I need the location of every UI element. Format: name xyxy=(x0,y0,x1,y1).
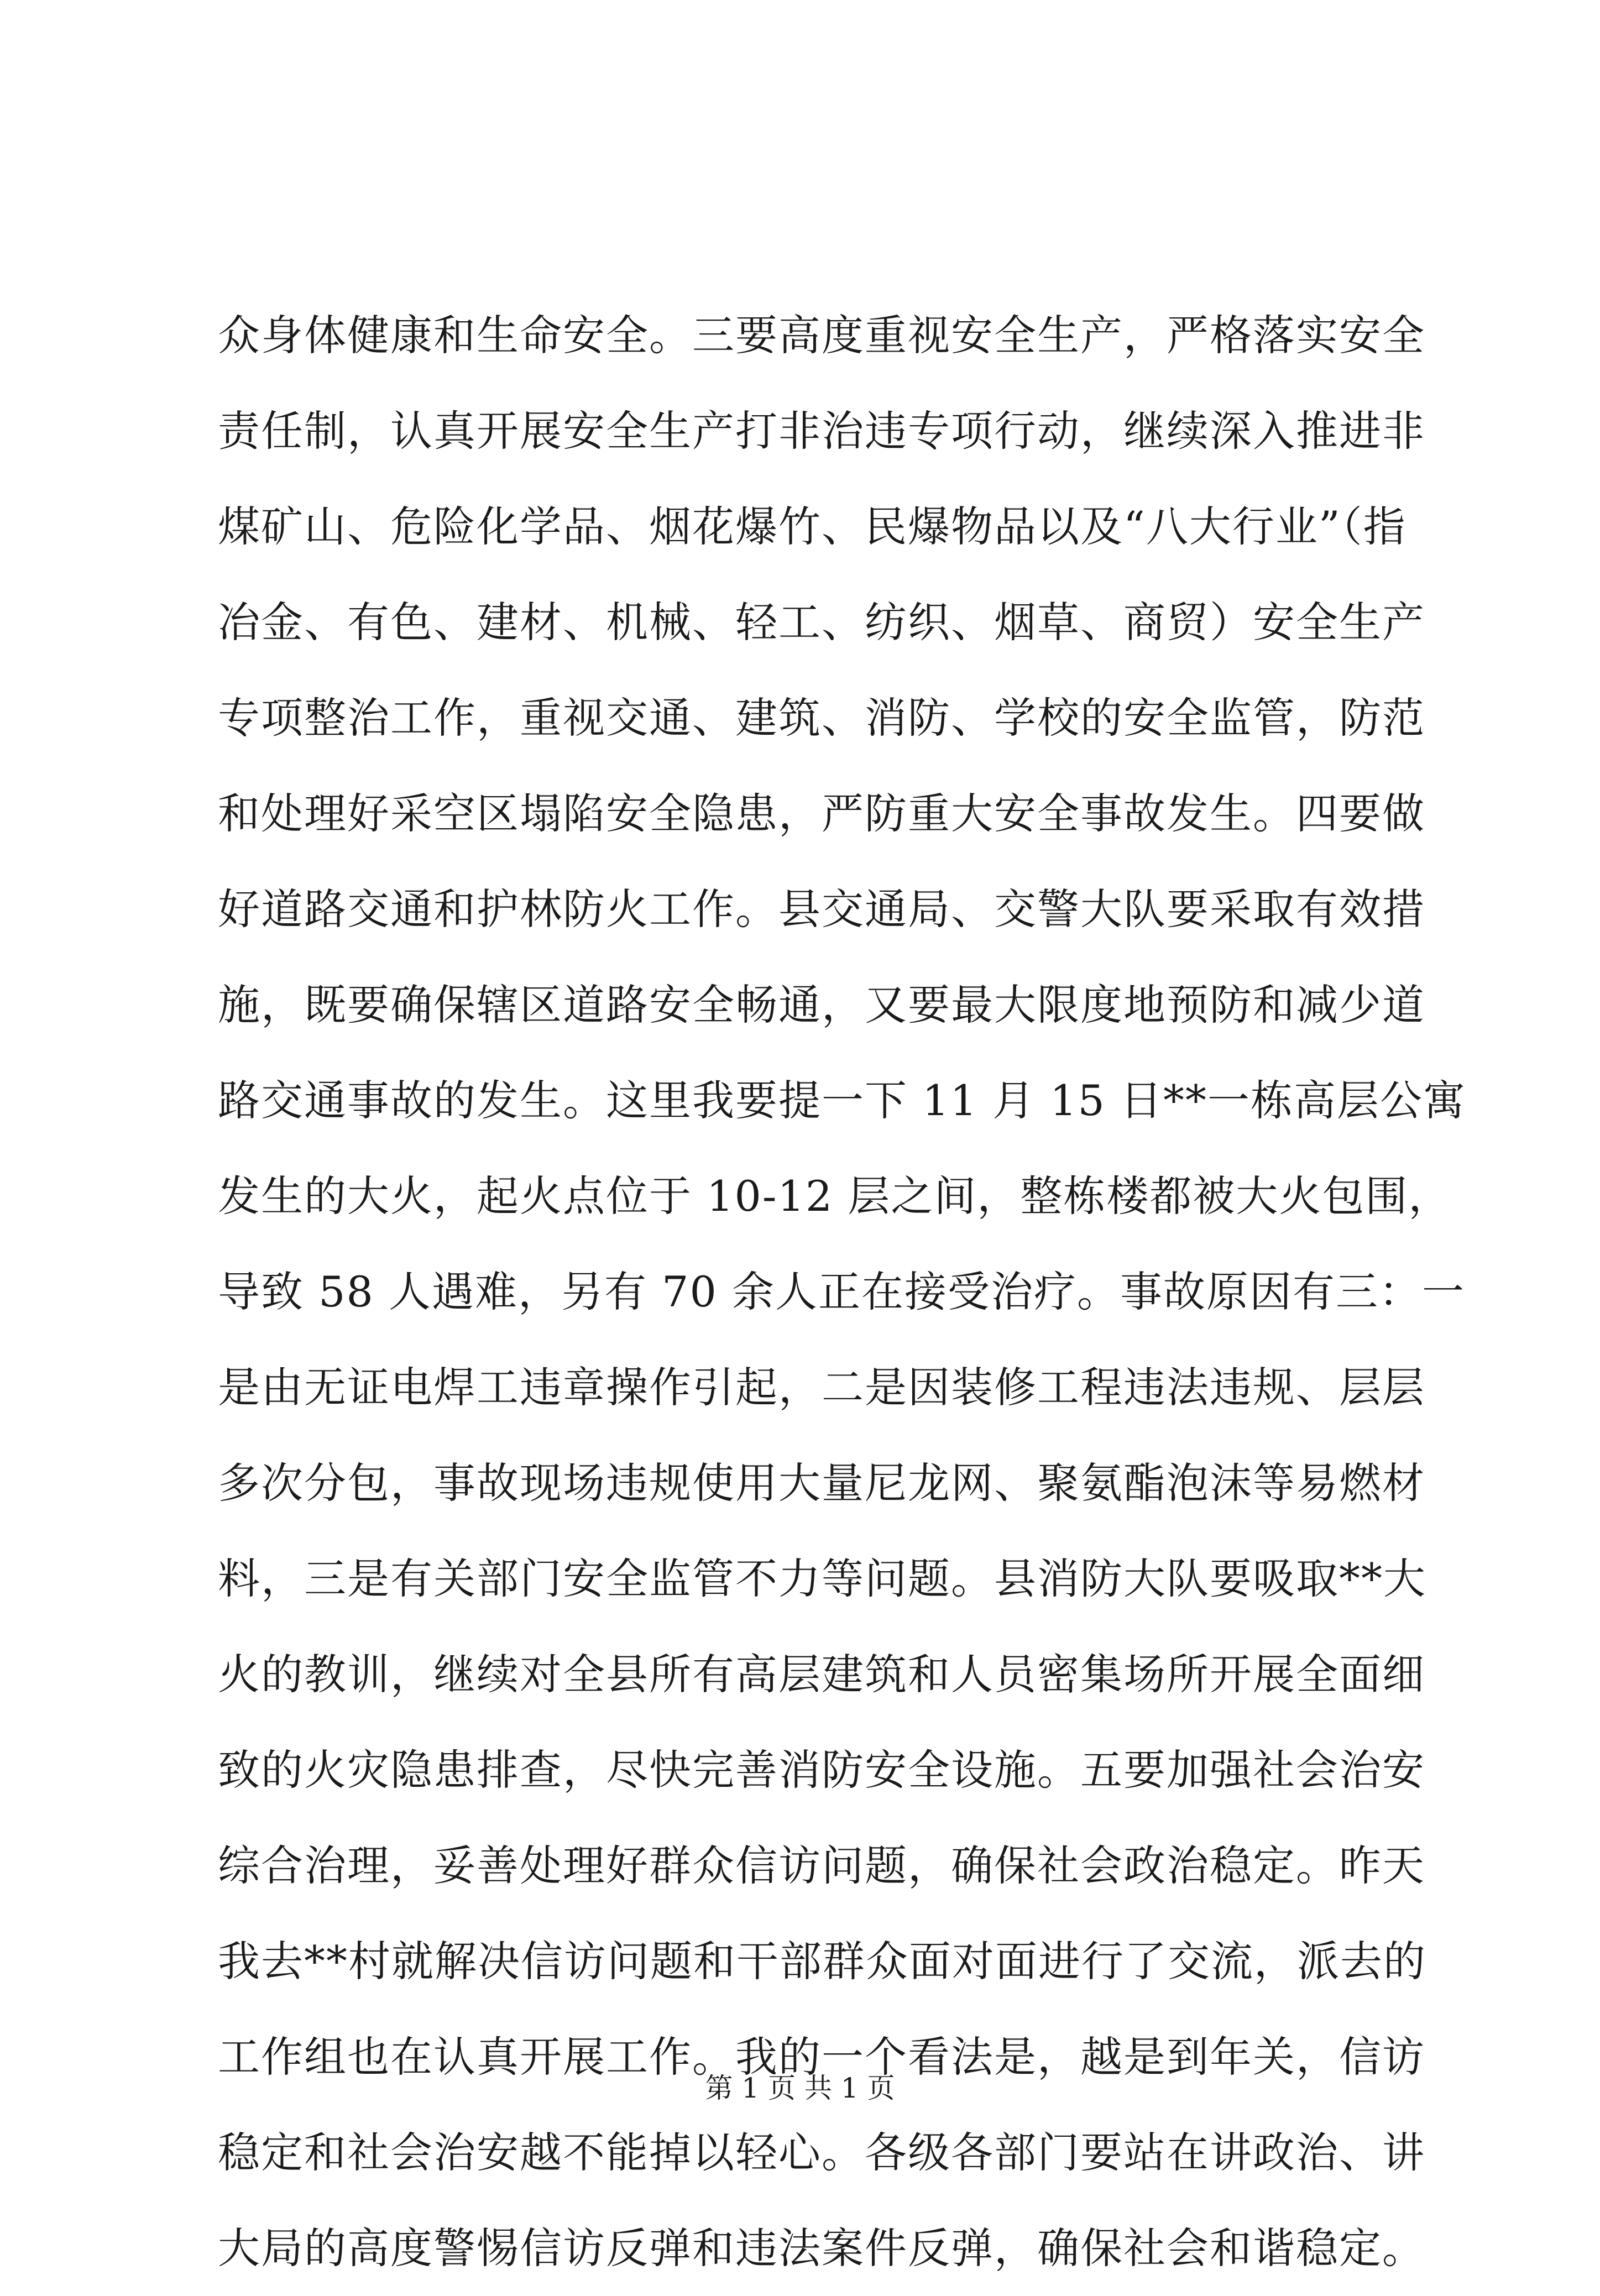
text-line: 路交通事故的发生。这里我要提一下 11 月 15 日**一栋高层公寓 xyxy=(218,1076,1467,1125)
text-line: 工作组也在认真开展工作。我的一个看法是，越是到年关，信访 xyxy=(218,2032,1425,2081)
text-line: 稳定和社会治安越不能掉以轻心。各级各部门要站在讲政治、讲 xyxy=(218,2128,1425,2177)
text-line: 专项整治工作，重视交通、建筑、消防、学校的安全监管，防范 xyxy=(218,693,1425,742)
text-line: 施，既要确保辖区道路安全畅通，又要最大限度地预防和减少道 xyxy=(218,980,1425,1029)
body-text xyxy=(218,287,1467,2296)
text-line: 导致 58 人遇难，另有 70 余人正在接受治疗。事故原因有三：一 xyxy=(218,1267,1466,1316)
page-number-footer: 第 1 页 共 1 页 xyxy=(705,2072,895,2104)
text-line: 大局的高度警惕信访反弹和违法案件反弹，确保社会和谐稳定。 xyxy=(218,2224,1425,2273)
text-line: 发生的大火，起火点位于 10-12 层之间，整栋楼都被大火包围， xyxy=(218,1171,1452,1221)
text-line: 料，三是有关部门安全监管不力等问题。县消防大队要吸取**大 xyxy=(218,1554,1426,1603)
text-line: 是由无证电焊工违章操作引起，二是因装修工程违法违规、层层 xyxy=(218,1363,1425,1412)
text-line: 众身体健康和生命安全。三要高度重视安全生产，严格落实安全 xyxy=(218,311,1425,360)
text-line: 冶金、有色、建材、机械、轻工、纺织、烟草、商贸）安全生产 xyxy=(218,598,1425,647)
text-line: 责任制，认真开展安全生产打非治违专项行动，继续深入推进非 xyxy=(218,406,1425,456)
text-line: 致的火灾隐患排查，尽快完善消防安全设施。五要加强社会治安 xyxy=(218,1745,1425,1795)
text-line: 我去**村就解决信访问题和干部群众面对面进行了交流，派去的 xyxy=(218,1937,1426,1986)
text-line: 煤矿山、危险化学品、烟花爆竹、民爆物品以及“八大行业”（指 xyxy=(218,502,1406,551)
text-line: 火的教训，继续对全县所有高层建筑和人员密集场所开展全面细 xyxy=(218,1650,1425,1699)
text-line: 和处理好采空区塌陷安全隐患，严防重大安全事故发生。四要做 xyxy=(218,789,1425,838)
text-line: 好道路交通和护林防火工作。县交通局、交警大队要采取有效措 xyxy=(218,885,1425,934)
text-line: 综合治理，妥善处理好群众信访问题，确保社会政治稳定。昨天 xyxy=(218,1841,1425,1890)
text-line: 多次分包，事故现场违规使用大量尼龙网、聚氨酯泡沫等易燃材 xyxy=(218,1458,1425,1508)
